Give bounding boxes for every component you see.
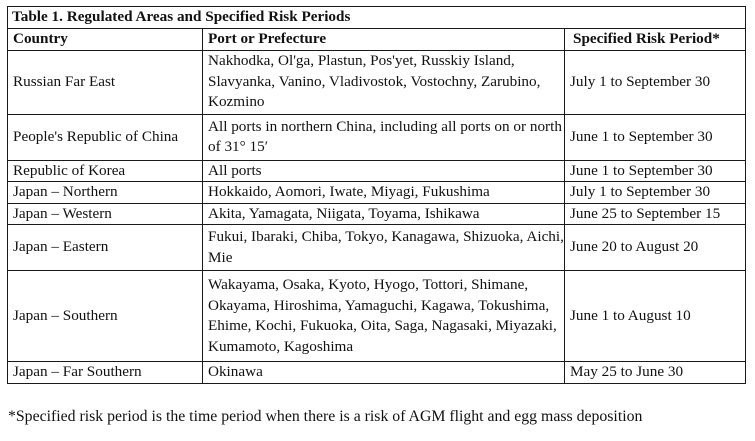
- table-header-row: [8, 28, 746, 50]
- row-ports: Akita, Yamagata, Niigata, Toyama, Ishikawa: [203, 203, 565, 225]
- row-country: Japan – Northern: [8, 182, 203, 204]
- row-ports: Hokkaido, Aomori, Iwate, Miyagi, Fukushima: [203, 182, 565, 204]
- row-period: June 1 to September 30: [565, 160, 746, 182]
- table-row: [8, 271, 746, 362]
- row-period: May 25 to June 30: [565, 362, 746, 384]
- document-sheet: [7, 6, 745, 384]
- regulated-areas-table: [7, 6, 746, 384]
- row-ports: Okinawa: [203, 362, 565, 384]
- row-ports: Nakhodka, Ol'ga, Plastun, Pos'yet, Russkiy Island, Slavyanka, Vanino, Vladivostok, Vostochny, Zarubino, Kozmino: [203, 50, 565, 114]
- row-ports: Wakayama, Osaka, Kyoto, Hyogo, Tottori, Shimane, Okayama, Hiroshima, Yamaguchi, Kagawa, Tokushima, Ehime, Kochi, Fukuoka, Oita, Saga, Nagasaki, Miyazaki, Kumamoto, Kagoshima: [203, 271, 565, 362]
- row-period: July 1 to September 30: [565, 182, 746, 204]
- table-title: Table 1. Regulated Areas and Specified Risk Periods: [8, 7, 746, 29]
- row-country: Japan – Southern: [8, 271, 203, 362]
- table-title-row: [8, 7, 746, 29]
- header-specified-risk-period: Specified Risk Period*: [565, 28, 746, 50]
- row-country: People's Republic of China: [8, 114, 203, 160]
- header-country: Country: [8, 28, 203, 50]
- row-country: Japan – Western: [8, 203, 203, 225]
- row-period: June 25 to September 15: [565, 203, 746, 225]
- table-row: [8, 160, 746, 182]
- row-country: Japan – Far Southern: [8, 362, 203, 384]
- row-country: Japan – Eastern: [8, 225, 203, 271]
- table-row: [8, 362, 746, 384]
- row-country: Republic of Korea: [8, 160, 203, 182]
- row-period: June 20 to August 20: [565, 225, 746, 271]
- row-period: June 1 to August 10: [565, 271, 746, 362]
- table-footnote: *Specified risk period is the time period when there is a risk of AGM flight and egg mass deposition: [8, 408, 643, 425]
- row-ports: All ports in northern China, including all ports on or north of 31° 15′: [203, 114, 565, 160]
- table-row: [8, 203, 746, 225]
- header-port-or-prefecture: Port or Prefecture: [203, 28, 565, 50]
- row-period: June 1 to September 30: [565, 114, 746, 160]
- table-row: [8, 182, 746, 204]
- row-period: July 1 to September 30: [565, 50, 746, 114]
- table-row: [8, 50, 746, 114]
- row-country: Russian Far East: [8, 50, 203, 114]
- row-ports: All ports: [203, 160, 565, 182]
- row-ports: Fukui, Ibaraki, Chiba, Tokyo, Kanagawa, Shizuoka, Aichi, Mie: [203, 225, 565, 271]
- table-row: [8, 225, 746, 271]
- table-row: [8, 114, 746, 160]
